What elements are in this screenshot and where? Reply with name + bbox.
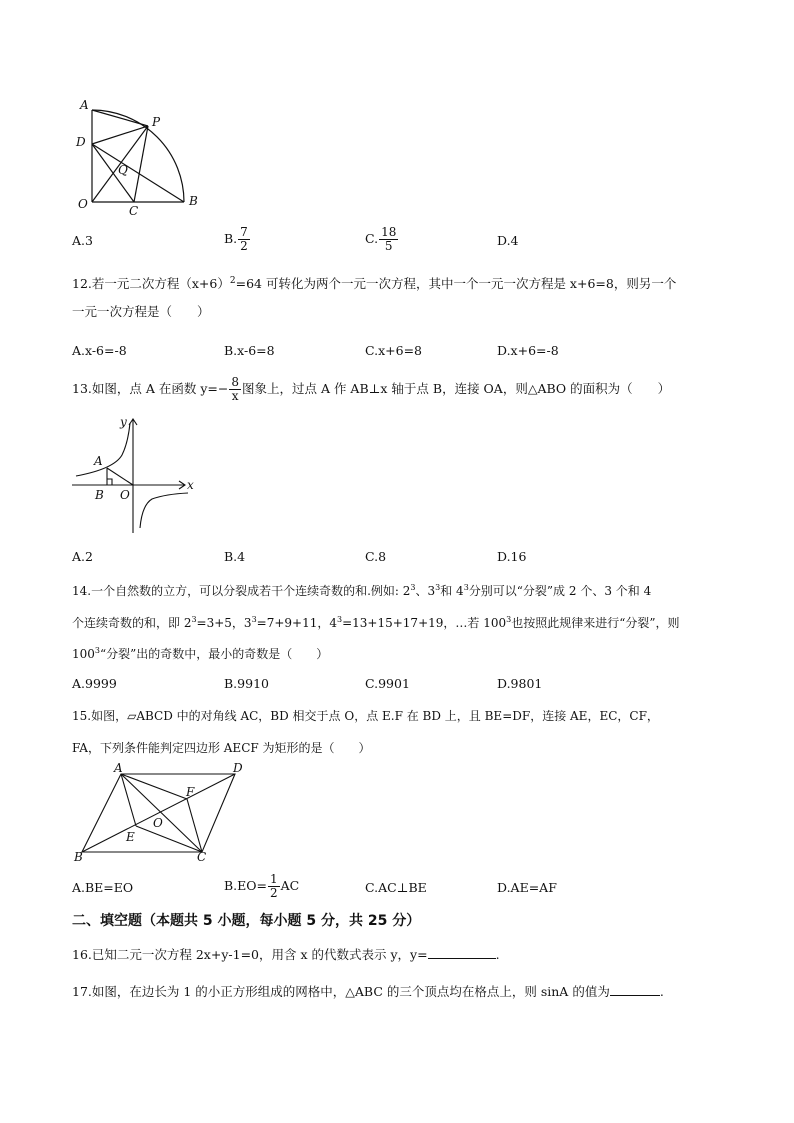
q14-l1-sup2: 3 [435, 583, 441, 592]
q12-stem-line1 [72, 273, 676, 292]
label-F: F [186, 785, 195, 799]
q17-stem [72, 983, 664, 1000]
q14-l3-sup1: 3 [94, 646, 100, 655]
label-B: B [189, 194, 198, 208]
label-O: O [120, 488, 130, 502]
q11-option-a: A.3 [72, 233, 93, 248]
fraction-denominator: 2 [240, 239, 248, 253]
q15-option-b-suffix: AC [280, 878, 300, 893]
fraction-numerator: 7 [240, 225, 248, 239]
q17-text: 17.如图，在边长为 1 的小正方形组成的网格中，△ABC 的三个顶点均在格点上，则 sinA 的值为 [72, 984, 610, 999]
q13-option-b: B.4 [224, 549, 246, 564]
q17-answer-blank[interactable] [610, 983, 660, 996]
q15-option-d: D.AE=AF [497, 880, 557, 895]
label-y: y [120, 415, 127, 429]
q13-option-d: D.16 [497, 549, 527, 564]
q11-option-b-prefix: B. [224, 231, 238, 246]
q14-l2-sup3: 3 [337, 615, 343, 624]
label-D: D [233, 761, 243, 775]
label-O: O [153, 816, 163, 830]
q14-stem-line2 [72, 612, 680, 631]
q15-figure [72, 761, 262, 864]
q13-fraction [229, 376, 241, 403]
label-Q: Q [118, 163, 128, 177]
q14-option-a: A.9999 [72, 676, 117, 691]
label-x: x [187, 478, 194, 492]
q11-option-b-fraction [238, 226, 250, 253]
q13-option-a: A.2 [72, 549, 93, 564]
q16-stem [72, 946, 500, 963]
fraction-numerator: 8 [231, 375, 239, 389]
q14-l1-sup1: 3 [410, 583, 416, 592]
right-angle-mark [107, 479, 112, 485]
q13-option-c: C.8 [365, 549, 387, 564]
q12-option-c: C.x+6=8 [365, 343, 422, 358]
q14-l2-sup2: 3 [251, 615, 257, 624]
q14-l1-c: 和 4 [440, 584, 464, 598]
segment-FA [121, 774, 187, 799]
q12-stem-line2: 一元一次方程是（ ） [72, 304, 210, 319]
q12-text-b: =64 可转化为两个一元一次方程，其中一个一元一次方程是 x+6=8，则另一个 [235, 276, 677, 292]
segment-EC [136, 826, 202, 852]
label-B: B [74, 850, 83, 864]
diagonal-BD [82, 774, 235, 852]
q14-l2-c: =7+9+11，4 [256, 616, 337, 630]
hyperbola-branch-left [76, 423, 130, 476]
fraction-denominator: 2 [270, 886, 278, 900]
q14-l3-b: “分裂”出的奇数中，最小的奇数是（ ） [100, 647, 329, 661]
label-A: A [114, 761, 123, 775]
q11-option-d: D.4 [497, 233, 519, 248]
q12-option-d: D.x+6=-8 [497, 343, 559, 358]
label-E: E [126, 830, 135, 844]
q16-answer-blank[interactable] [428, 946, 496, 959]
q15-option-c: C.AC⊥BE [365, 880, 427, 895]
label-D: D [76, 135, 86, 149]
fraction-denominator: x [231, 389, 239, 403]
segment-OA [107, 468, 133, 485]
q11-option-c [365, 226, 399, 253]
q14-l1-a: 14.一个自然数的立方，可以分裂成若干个连续奇数的和.例如: 2 [72, 584, 411, 598]
q14-l2-e: 也按照此规律来进行“分裂”，则 [511, 616, 680, 630]
q14-stem-line1 [72, 580, 651, 599]
q12-option-a: A.x-6=-8 [72, 343, 127, 358]
q14-l2-sup1: 3 [191, 615, 197, 624]
section2-heading: 二、填空题（本题共 5 小题，每小题 5 分，共 25 分） [72, 913, 421, 929]
q12-option-b: B.x-6=8 [224, 343, 275, 358]
q12-text-a: 12.若一元二次方程（x+6） [72, 276, 230, 292]
q14-stem-line3 [72, 643, 328, 662]
q13-stem [72, 376, 670, 403]
q11-figure [72, 96, 212, 221]
q12-exponent: 2 [229, 276, 236, 286]
q14-l1-d: 分别可以“分裂”成 2 个、3 个和 4 [468, 584, 652, 598]
label-C: C [197, 850, 207, 864]
q15-option-b [224, 873, 299, 900]
segment-DP [92, 126, 148, 144]
label-C: C [129, 204, 139, 218]
q17-end: . [659, 984, 664, 999]
label-A: A [94, 454, 103, 468]
q14-l1-b: 、3 [415, 584, 436, 598]
q13-text-a: 13.如图，点 A 在函数 y=− [72, 381, 229, 396]
q14-l2-a: 个连续奇数的和，即 2 [72, 616, 192, 630]
q16-end: . [495, 947, 500, 962]
q15-option-b-fraction [268, 873, 280, 900]
q15-option-b-prefix: B.EO= [224, 878, 268, 893]
q11-option-b [224, 226, 251, 253]
segment-PC [134, 126, 148, 202]
hyperbola-branch-right [140, 493, 188, 528]
q15-option-a: A.BE=EO [72, 880, 134, 895]
q15-stem-line2: FA，下列条件能判定四边形 AECF 为矩形的是（ ） [72, 741, 371, 755]
q15-stem-line1: 15.如图，▱ABCD 中的对角线 AC，BD 相交于点 O，点 E.F 在 BD 上，且 BE=DF，连接 AE，EC，CF， [72, 709, 659, 723]
q16-text: 16.已知二元一次方程 2x+y-1=0，用含 x 的代数式表示 y，y= [72, 947, 428, 962]
q14-option-d: D.9801 [497, 676, 543, 691]
fraction-numerator: 18 [381, 225, 397, 239]
label-O: O [78, 197, 88, 211]
segment-AP [92, 110, 148, 126]
fraction-denominator: 5 [384, 239, 393, 253]
q11-option-c-prefix: C. [365, 231, 379, 246]
label-A: A [80, 98, 89, 112]
q14-l2-sup4: 3 [506, 615, 512, 624]
q11-option-c-fraction [379, 226, 398, 253]
q13-figure [70, 413, 200, 538]
q14-l2-d: =13+15+17+19，…若 100 [342, 616, 507, 630]
q14-option-c: C.9901 [365, 676, 410, 691]
q14-option-b: B.9910 [224, 676, 269, 691]
q14-l2-b: =3+5，3 [196, 616, 252, 630]
fraction-numerator: 1 [270, 872, 278, 886]
label-P: P [152, 115, 161, 129]
q14-l3-a: 100 [72, 647, 95, 661]
q14-l1-sup3: 3 [463, 583, 469, 592]
q13-text-b: 图象上，过点 A 作 AB⊥x 轴于点 B，连接 OA，则△ABO 的面积为（ ） [241, 381, 671, 396]
label-B: B [95, 488, 104, 502]
quarter-arc [92, 110, 184, 202]
